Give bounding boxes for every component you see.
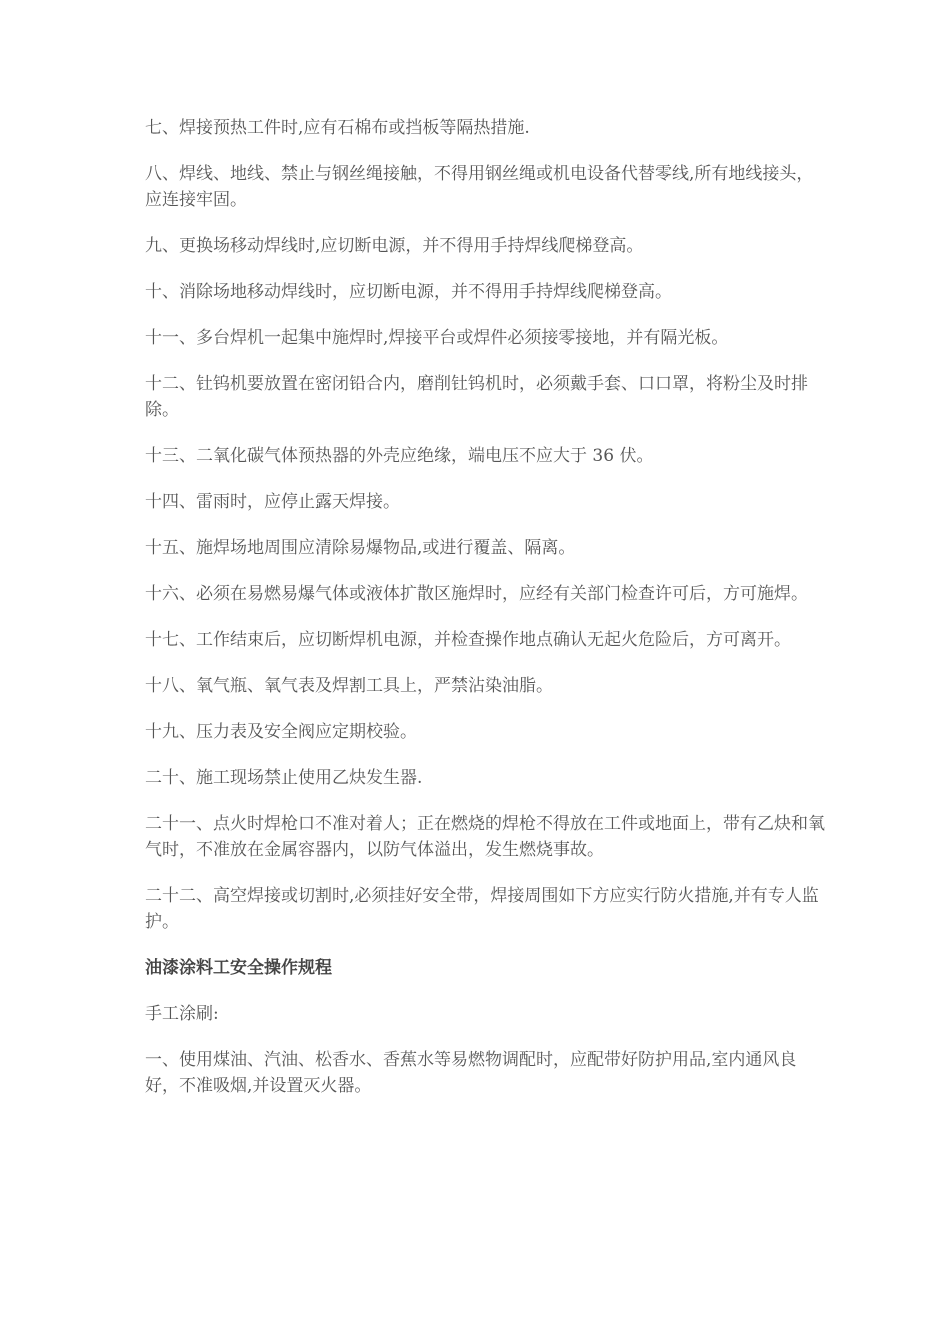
paragraph-item-16: 十六、必须在易燃易爆气体或液体扩散区施焊时，应经有关部门检查许可后，方可施焊。: [145, 584, 808, 604]
paragraph-item-21: 二十一、点火时焊枪口不准对着人；正在燃烧的焊枪不得放在工件或地面上，带有乙炔和氧气时，不准放在金属容器内，以防气体溢出，发生燃烧事故。: [145, 814, 825, 860]
document-body: [145, 115, 825, 1119]
paragraph-item-7: 七、焊接预热工件时,应有石棉布或挡板等隔热措施.: [145, 118, 530, 138]
paragraph-item-11: 十一、多台焊机一起集中施焊时,焊接平台或焊件必须接零接地，并有隔光板。: [145, 328, 729, 348]
paragraph-item-10: 十、消除场地移动焊线时，应切断电源，并不得用手持焊线爬梯登高。: [145, 282, 672, 302]
paragraph-item-17: 十七、工作结束后，应切断焊机电源，并检查操作地点确认无起火危险后，方可离开。: [145, 630, 791, 650]
paragraph-item-14: 十四、雷雨时，应停止露天焊接。: [145, 492, 400, 512]
paragraph-item-12: 十二、钍钨机要放置在密闭铅合内，磨削钍钨机时，必须戴手套、口口罩，将粉尘及时排除。: [145, 374, 808, 420]
paragraph-item-13: 十三、二氧化碳气体预热器的外壳应绝缘，端电压不应大于 36 伏。: [145, 446, 654, 466]
paragraph-item-18: 十八、氧气瓶、氧气表及焊割工具上，严禁沾染油脂。: [145, 676, 553, 696]
paragraph-item-19: 十九、压力表及安全阀应定期校验。: [145, 722, 417, 742]
paragraph-item-15: 十五、施焊场地周围应清除易爆物品,或进行覆盖、隔离。: [145, 538, 576, 558]
paragraph-item-8: 八、焊线、地线、禁止与钢丝绳接触，不得用钢丝绳或机电设备代替零线,所有地线接头，应连接牢固。: [145, 164, 814, 210]
paragraph-item-9: 九、更换场移动焊线时,应切断电源，并不得用手持焊线爬梯登高。: [145, 236, 644, 256]
paragraph-item-20: 二十、施工现场禁止使用乙炔发生器.: [145, 768, 423, 788]
subsection-label: 手工涂刷:: [145, 1004, 219, 1024]
section-heading: 油漆涂料工安全操作规程: [145, 958, 332, 978]
paragraph-item-22: 二十二、高空焊接或切割时,必须挂好安全带，焊接周围如下方应实行防火措施,并有专人监护。: [145, 886, 819, 932]
paragraph-item-1: 一、使用煤油、汽油、松香水、香蕉水等易燃物调配时，应配带好防护用品,室内通风良好，不准吸烟,并设置灭火器。: [145, 1050, 797, 1096]
